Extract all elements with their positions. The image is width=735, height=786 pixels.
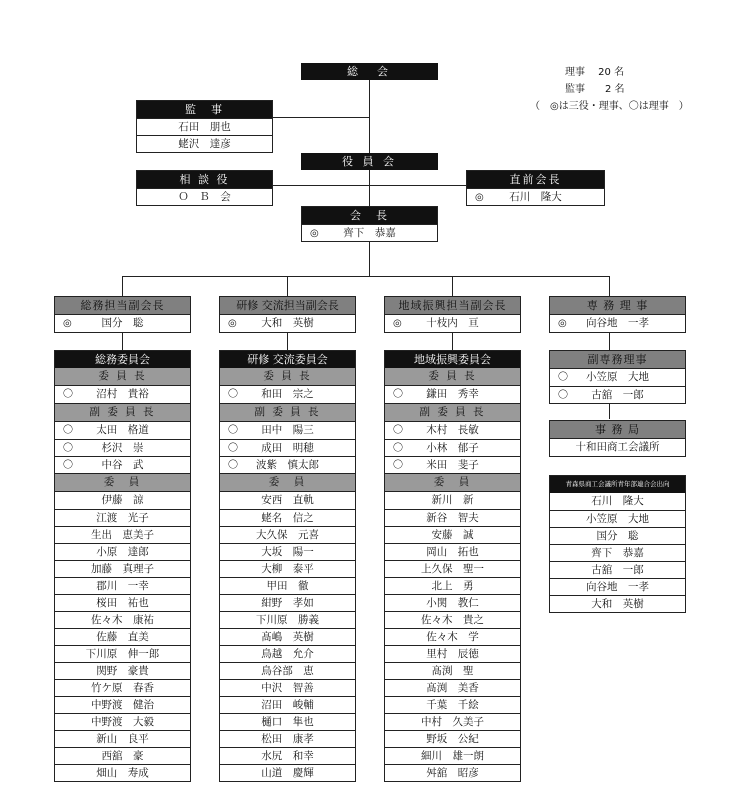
vice-chair-row	[385, 456, 520, 473]
kanji-box	[136, 100, 273, 153]
member-row: 関野 豪貴	[55, 662, 190, 679]
vice-name: 十枝内 亘	[426, 317, 479, 329]
senmu-title: 専 務 理 事	[550, 297, 685, 315]
mark: 〇	[393, 443, 403, 454]
member-row: 下川原 伸一郎	[55, 645, 190, 662]
member-row: 江渡 光子	[55, 509, 190, 526]
kaicho-name: 齊下 恭嘉	[343, 227, 396, 239]
member-row: 中野渡 健治	[55, 696, 190, 713]
jimukyoku-title: 事 務 局	[550, 421, 685, 439]
member-row: 小関 教仁	[385, 594, 520, 611]
note-riji: 理事 20 名	[565, 67, 625, 78]
member-label: 委 員	[220, 473, 355, 492]
member-row: 桜田 祐也	[55, 594, 190, 611]
member-row: 佐々木 貴之	[385, 611, 520, 628]
line-fuku-jimu	[609, 403, 610, 419]
zenkai-title: 直前会長	[467, 171, 604, 188]
member-row: 大久保 元喜	[220, 526, 355, 543]
kenren-member: 古舘 一郎	[550, 561, 685, 578]
vice-chair-row	[220, 439, 355, 456]
fukusenmu-box	[549, 350, 686, 404]
kenren-member: 小笠原 大地	[550, 510, 685, 527]
line-branch-2	[287, 276, 288, 296]
vice-chair-row	[220, 422, 355, 439]
sodan-member: Ｏ Ｂ 会	[137, 188, 272, 205]
member-row: 水尻 和幸	[220, 747, 355, 764]
member-row: 新山 良平	[55, 730, 190, 747]
mark: 〇	[393, 425, 403, 436]
member-row: 鳥谷部 恵	[220, 662, 355, 679]
mark: 〇	[228, 443, 238, 454]
vice-chair-label: 副 委 員 長	[385, 403, 520, 422]
line-vice1-committee	[122, 332, 123, 350]
committee-soumu	[54, 350, 191, 782]
vice-chair-name: 中谷 武	[101, 459, 144, 471]
mark: ◎	[393, 318, 402, 329]
mark: ◎	[310, 228, 319, 239]
vice-chair-name: 米田 斐子	[426, 459, 479, 471]
member-row: 甲田 徹	[220, 577, 355, 594]
kaicho-box	[301, 206, 438, 242]
vice-chair-name: 成田 明穂	[261, 442, 314, 454]
member-row: 野坂 公紀	[385, 730, 520, 747]
mark: 〇	[228, 389, 238, 400]
zenkai-name: 石川 隆大	[509, 191, 562, 203]
line-branch	[122, 276, 609, 277]
chair-row	[220, 386, 355, 403]
member-row: 髙渕 美香	[385, 679, 520, 696]
member-row: 上久保 聖一	[385, 560, 520, 577]
member-row: 中沢 智善	[220, 679, 355, 696]
member-row: 佐藤 直美	[55, 628, 190, 645]
mark: 〇	[393, 389, 403, 400]
vice-box-chiiki	[384, 296, 521, 333]
kanji-member: 蛯沢 達彦	[137, 135, 272, 152]
mark: 〇	[63, 443, 73, 454]
kenren-member: 齊下 恭嘉	[550, 544, 685, 561]
senmu-row	[550, 315, 685, 332]
member-row: 北上 勇	[385, 577, 520, 594]
member-row: 山道 慶輝	[220, 764, 355, 781]
zenkai-row	[467, 188, 604, 205]
vice-chair-name: 田中 陽三	[261, 424, 314, 436]
vice-box-kenshu	[219, 296, 356, 333]
member-row: 大坂 陽一	[220, 543, 355, 560]
vice-chair-row	[55, 439, 190, 456]
member-row: 佐々木 康祐	[55, 611, 190, 628]
mark: ◎	[63, 318, 72, 329]
mark: 〇	[228, 460, 238, 471]
vice-box-soumu	[54, 296, 191, 333]
vice-chair-name: 小林 郁子	[426, 442, 479, 454]
member-row: 郡川 一幸	[55, 577, 190, 594]
vice-chair-name: 波紫 慎太郎	[256, 459, 319, 471]
mark: ◎	[558, 318, 567, 329]
member-row: 樋口 隼也	[220, 713, 355, 730]
chair-name: 鎌田 秀幸	[426, 388, 479, 400]
member-row: 西舘 豪	[55, 747, 190, 764]
chair-label: 委 員 長	[385, 368, 520, 386]
kenren-member: 石川 隆大	[591, 495, 644, 507]
kenren-box	[549, 475, 686, 613]
member-row: 沼田 峻輔	[220, 696, 355, 713]
member-row: 松田 康孝	[220, 730, 355, 747]
committee-title: 地域振興委員会	[385, 351, 520, 368]
kenren-member: 国分 聡	[550, 527, 685, 544]
line-branch-1	[122, 276, 123, 296]
general-assembly-box: 総 会	[301, 63, 438, 80]
vice-name: 国分 聡	[101, 317, 144, 329]
member-row: 細川 雄一朗	[385, 747, 520, 764]
member-row: 中野渡 大毅	[55, 713, 190, 730]
senmu-box	[549, 296, 686, 333]
vice-chair-row	[55, 422, 190, 439]
committee-title: 総務委員会	[55, 351, 190, 368]
member-row: 鳥越 允介	[220, 645, 355, 662]
chair-name: 沼村 貴裕	[96, 388, 149, 400]
member-row: 新谷 智夫	[385, 509, 520, 526]
member-row: 生出 恵美子	[55, 526, 190, 543]
line-vice3-committee	[452, 332, 453, 350]
line-branch-3	[452, 276, 453, 296]
line-branch-4	[609, 276, 610, 296]
member-row: 下川原 勝義	[220, 611, 355, 628]
member-row: 千葉 千絵	[385, 696, 520, 713]
vice-chair-name: 杉沢 崇	[101, 442, 144, 454]
vice-chair-row	[385, 422, 520, 439]
member-row: 加藤 真理子	[55, 560, 190, 577]
member-label: 委 員	[385, 473, 520, 492]
vice-row	[220, 315, 355, 332]
zenkai-box	[466, 170, 605, 206]
jimukyoku-name: 十和田商工会議所	[575, 441, 660, 453]
line-vice2-committee	[287, 332, 288, 350]
member-row: 里村 辰徳	[385, 645, 520, 662]
chair-name: 和田 宗之	[261, 388, 314, 400]
member-row: 岡山 拓也	[385, 543, 520, 560]
mark: 〇	[228, 425, 238, 436]
member-row: 佐々木 学	[385, 628, 520, 645]
member-row: 髙嶋 英樹	[220, 628, 355, 645]
member-row: 畑山 寿成	[55, 764, 190, 781]
mark: 〇	[393, 460, 403, 471]
chair-label: 委 員 長	[220, 368, 355, 386]
mark: ◎	[475, 192, 484, 203]
mark: 〇	[63, 460, 73, 471]
yakuin-box: 役 員 会	[301, 153, 438, 170]
vice-row	[55, 315, 190, 332]
vice-chair-row	[220, 456, 355, 473]
fukusenmu-name: 古舘 一郎	[591, 389, 644, 401]
kaicho-title: 会 長	[302, 207, 437, 224]
vice-title: 地域振興担当副会長	[385, 297, 520, 315]
mark: 〇	[63, 425, 73, 436]
member-row: 蛯名 信之	[220, 509, 355, 526]
committee-title: 研修 交流委員会	[220, 351, 355, 368]
kenren-title: 青森県商工会議所青年部連合会出向	[550, 476, 685, 493]
sodan-title: 相 談 役	[137, 171, 272, 188]
jimukyoku-box	[549, 420, 686, 457]
member-row: 伊藤 諒	[101, 494, 144, 506]
chair-label: 委 員 長	[55, 368, 190, 386]
kanji-title: 監 事	[137, 101, 272, 118]
vice-chair-row	[385, 439, 520, 456]
fukusenmu-name: 小笠原 大地	[586, 371, 649, 383]
vice-chair-name: 太田 格道	[96, 424, 149, 436]
kanji-member: 石田 朋也	[137, 118, 272, 135]
vice-row	[385, 315, 520, 332]
member-row: 竹ケ原 春香	[55, 679, 190, 696]
fukusenmu-row	[550, 369, 685, 386]
fukusenmu-row	[550, 386, 685, 403]
vice-name: 大和 英樹	[261, 317, 314, 329]
line-trunk-bottom	[369, 241, 370, 276]
sodan-box	[136, 170, 273, 206]
member-row: 紺野 孝如	[220, 594, 355, 611]
mark: ◎	[228, 318, 237, 329]
chair-row	[385, 386, 520, 403]
kenren-member: 向谷地 一孝	[550, 578, 685, 595]
member-row: 大柳 泰平	[220, 560, 355, 577]
committee-kenshu	[219, 350, 356, 782]
vice-chair-label: 副 委 員 長	[55, 403, 190, 422]
mark: 〇	[63, 389, 73, 400]
fukusenmu-title: 副専務理事	[550, 351, 685, 369]
mark: 〇	[558, 372, 568, 383]
vice-chair-label: 副 委 員 長	[220, 403, 355, 422]
member-row: 舛舘 昭彦	[385, 764, 520, 781]
member-row: 安西 直軌	[261, 494, 314, 506]
member-label: 委 員	[55, 473, 190, 492]
line-kanji	[272, 117, 369, 118]
vice-chair-name: 木村 長敏	[426, 424, 479, 436]
kenren-member: 大和 英樹	[550, 595, 685, 612]
member-row: 新川 新	[431, 494, 474, 506]
committee-chiiki	[384, 350, 521, 782]
member-row: 安藤 誠	[385, 526, 520, 543]
vice-title: 総務担当副会長	[55, 297, 190, 315]
senmu-name: 向谷地 一孝	[586, 317, 649, 329]
line-sodan	[272, 185, 369, 186]
kaicho-row	[302, 224, 437, 241]
mark: 〇	[558, 390, 568, 401]
line-senmu-fuku	[609, 332, 610, 350]
vice-title: 研修 交流担当副会長	[220, 297, 355, 315]
line-zenkai	[369, 185, 467, 186]
note-kanji: 監事 2 名	[565, 84, 625, 95]
member-row: 髙渕 聖	[385, 662, 520, 679]
member-row: 中村 久美子	[385, 713, 520, 730]
chair-row	[55, 386, 190, 403]
member-row: 小原 達郎	[55, 543, 190, 560]
vice-chair-row	[55, 456, 190, 473]
note-legend: （ ◎は三役・理事、〇は理事 ）	[530, 101, 689, 112]
